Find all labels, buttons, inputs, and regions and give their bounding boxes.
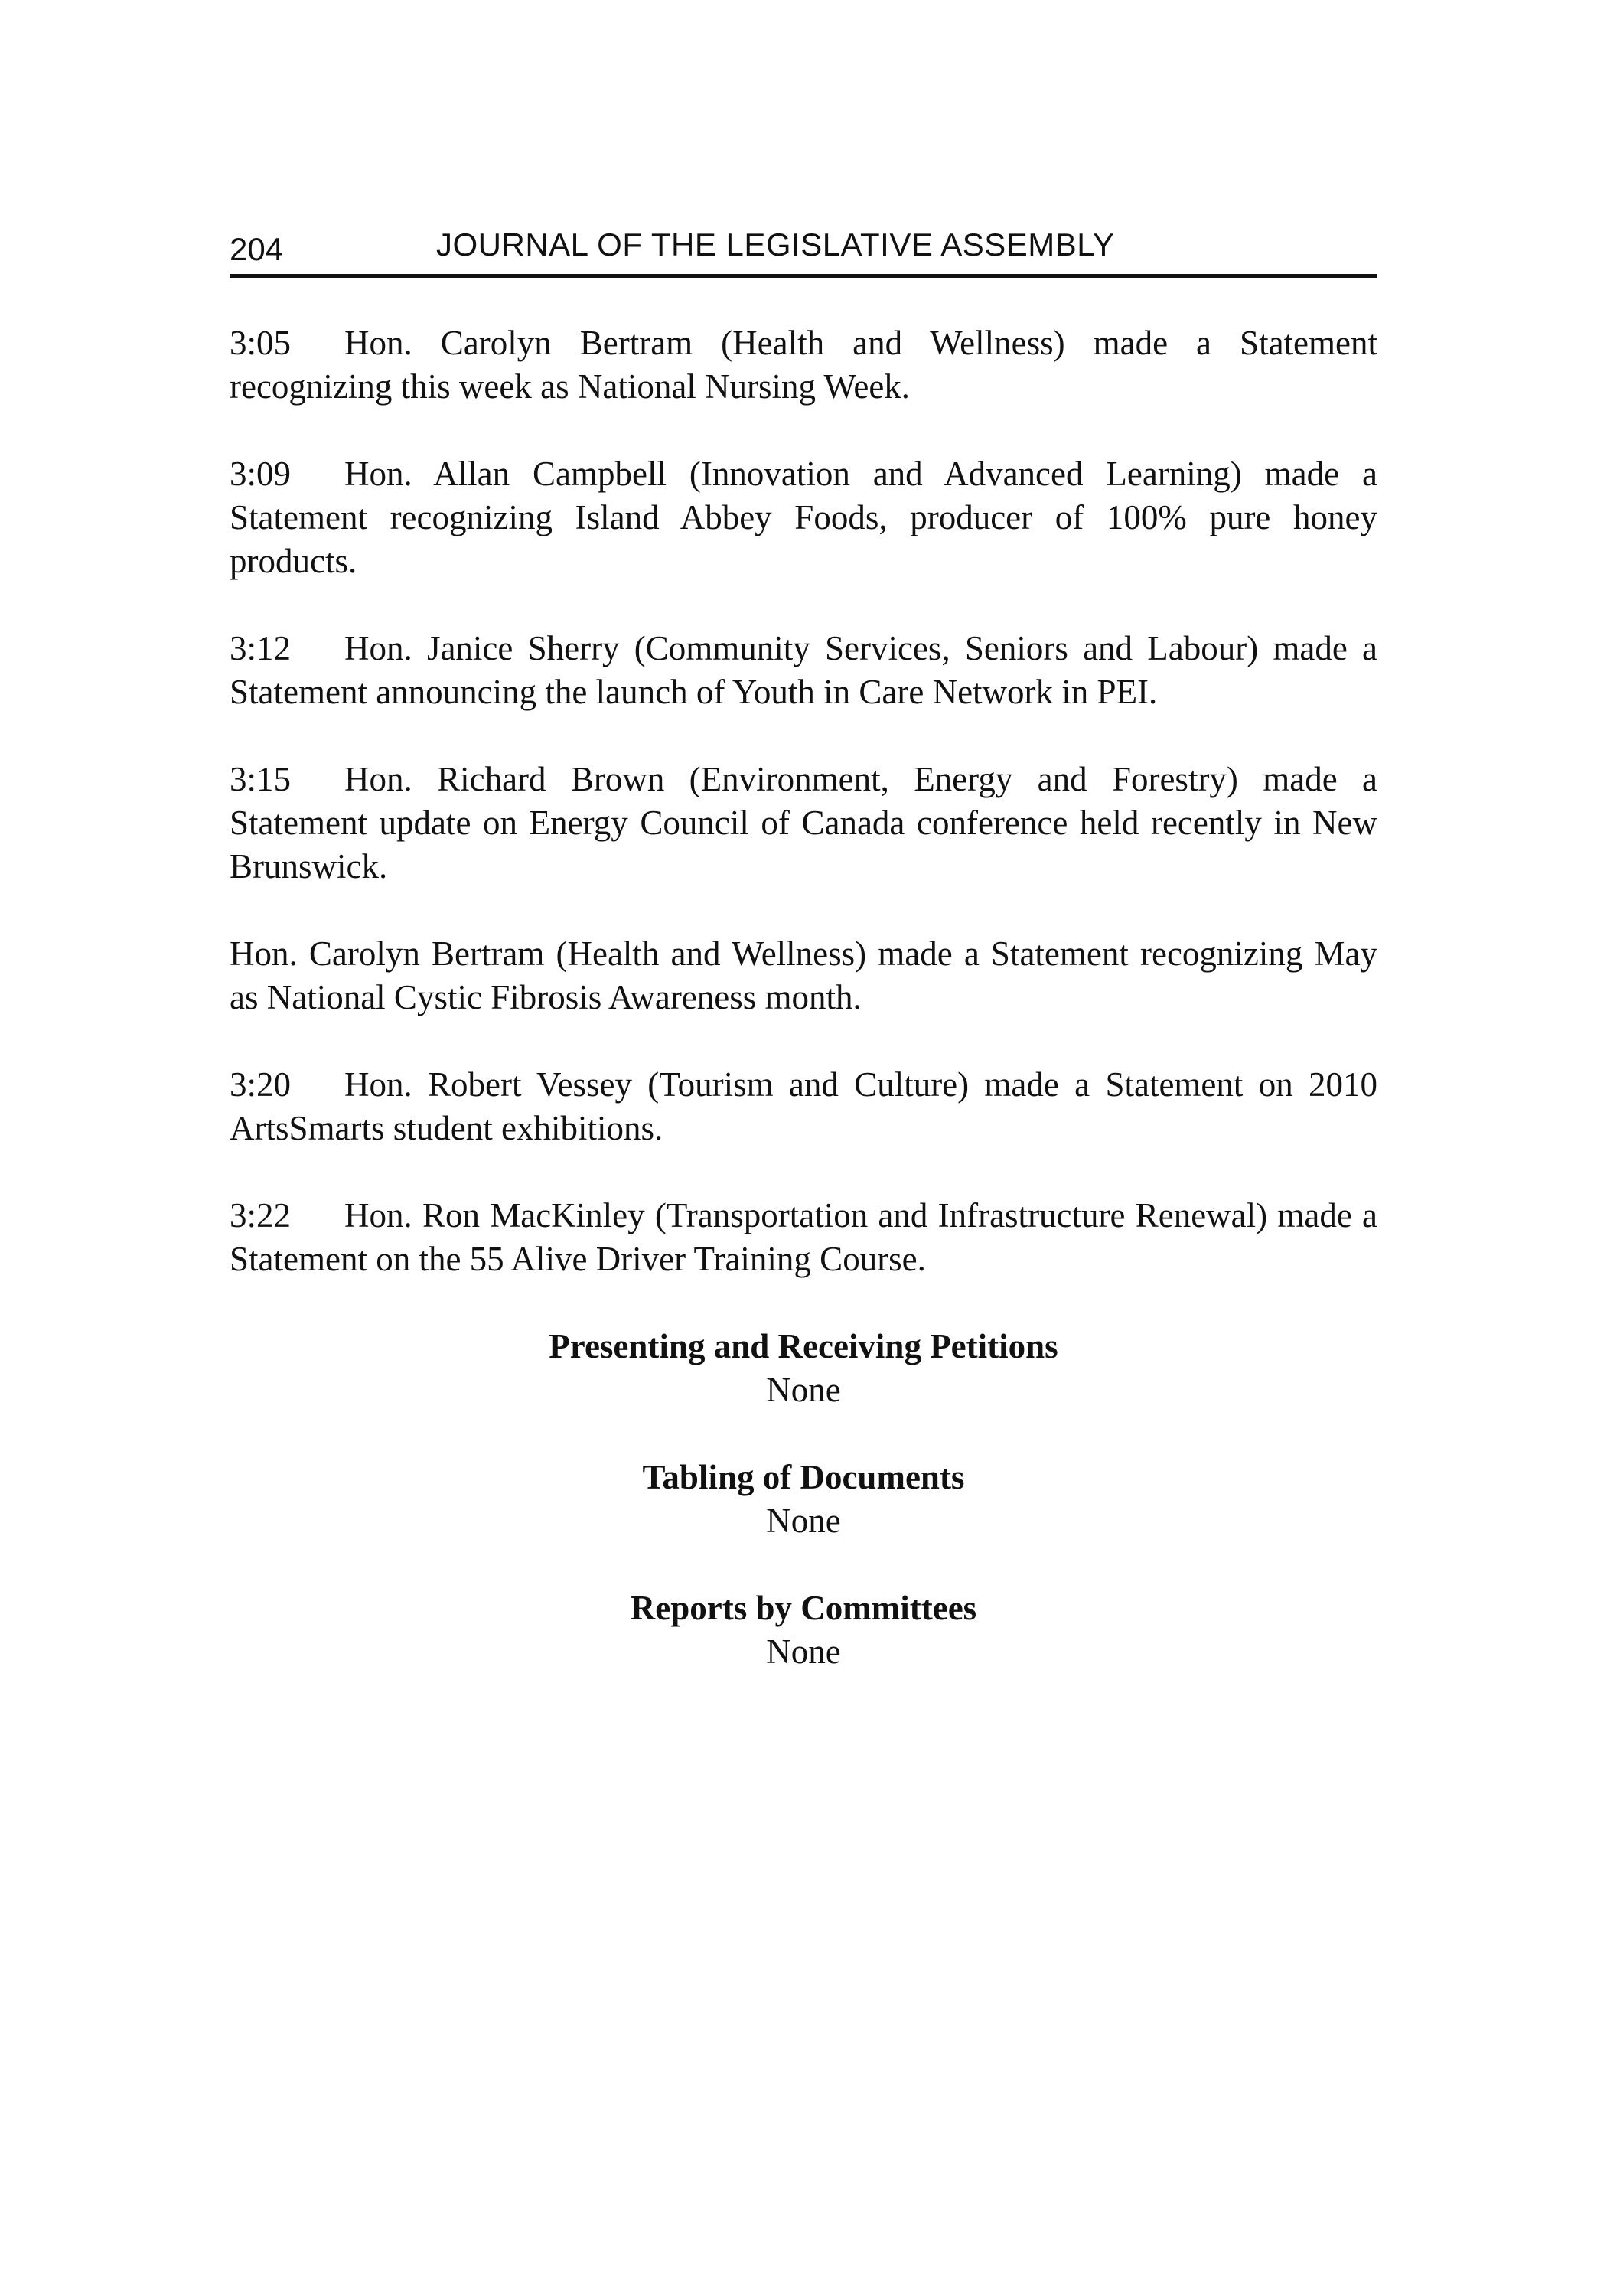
statement-text: Hon. Carolyn Bertram (Health and Wellness) made a Statement recognizing this week as National Nursing Week. (230, 324, 1377, 406)
running-title: JOURNAL OF THE LEGISLATIVE ASSEMBLY (436, 227, 1115, 263)
statement-time: 3:05 (230, 324, 292, 362)
statement-time: 3:12 (230, 629, 292, 667)
section-content: None (766, 1502, 841, 1540)
section-content: None (766, 1371, 841, 1409)
statement-text: Hon. Robert Vessey (Tourism and Culture) made a Statement on 2010 ArtsSmarts student exhibitions. (230, 1065, 1377, 1147)
statement-text: Hon. Ron MacKinley (Transportation and Infrastructure Renewal) made a Statement on the 55 Alive Driver Training Course. (230, 1196, 1377, 1278)
journal-body (230, 321, 1377, 1717)
statement-entry (230, 1194, 1377, 1281)
statement-entry (230, 758, 1377, 889)
statement-entry (230, 627, 1377, 714)
statement-time: 3:15 (230, 760, 292, 798)
statement-text: Hon. Carolyn Bertram (Health and Wellness) made a Statement recognizing May as National Cystic Fibrosis Awareness month. (230, 934, 1377, 1016)
journal-page (230, 0, 1377, 2296)
statement-time: 3:09 (230, 455, 292, 493)
statement-time: 3:22 (230, 1196, 292, 1234)
page-header (230, 227, 1377, 278)
statement-entry (230, 321, 1377, 409)
statement-text: Hon. Allan Campbell (Innovation and Advanced Learning) made a Statement recognizing Island Abbey Foods, producer of 100% pure honey products. (230, 455, 1377, 580)
section-petitions (230, 1325, 1377, 1412)
statement-text: Hon. Janice Sherry (Community Services, Seniors and Labour) made a Statement announcing the launch of Youth in Care Network in PEI. (230, 629, 1377, 711)
section-committee-reports (230, 1587, 1377, 1674)
page-number: 204 (230, 231, 284, 267)
section-title: Tabling of Documents (642, 1458, 965, 1496)
section-title: Presenting and Receiving Petitions (549, 1327, 1058, 1365)
statement-text: Hon. Richard Brown (Environment, Energy and Forestry) made a Statement update on Energy Council of Canada conference held recently in New Brunswick. (230, 760, 1377, 885)
statement-time: 3:20 (230, 1065, 292, 1104)
statement-entry (230, 452, 1377, 583)
section-tabling-documents (230, 1456, 1377, 1543)
statement-entry (230, 1063, 1377, 1150)
section-title: Reports by Committees (630, 1589, 977, 1627)
statement-entry (230, 932, 1377, 1019)
section-content: None (766, 1632, 841, 1671)
